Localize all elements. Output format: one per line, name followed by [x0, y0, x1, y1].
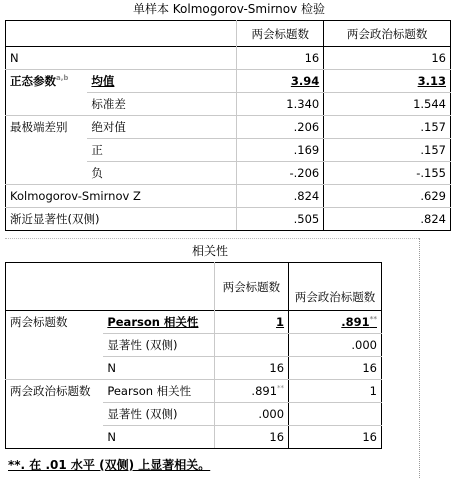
row-group-label	[6, 70, 88, 93]
row-sublabel: 绝对值	[87, 116, 236, 139]
cell-value: 1	[289, 380, 382, 403]
row-sublabel: 显著性 (双侧)	[103, 403, 214, 426]
row-label: 两会政治标题数	[6, 380, 104, 403]
footnote-marker: a,b	[56, 74, 69, 83]
cell-value: .206	[237, 116, 324, 139]
row-sublabel: 均值	[87, 70, 236, 93]
cell-value: 16	[289, 426, 382, 449]
table2-title: 相关性	[191, 244, 228, 258]
col-header-1: 两会标题数	[237, 21, 324, 47]
cell-value: .157	[324, 116, 451, 139]
cell-value: .169	[237, 139, 324, 162]
cell-value	[214, 334, 288, 357]
table-row	[6, 334, 382, 357]
row-label	[6, 403, 104, 426]
header-corner	[6, 21, 237, 47]
cell-value: .824	[324, 208, 451, 231]
row-label: Kolmogorov-Smirnov Z	[6, 185, 237, 208]
row-sublabel: Pearson 相关性	[103, 311, 214, 334]
table-header-row	[6, 21, 451, 47]
cell-value: 1.340	[237, 93, 324, 116]
cell-value: 3.13	[324, 70, 451, 93]
cell-value: 16	[214, 426, 288, 449]
col-header-2: 两会政治标题数	[324, 21, 451, 47]
table-row	[6, 426, 382, 449]
row-label: 最极端差别	[6, 116, 88, 139]
cell-value: 16	[324, 47, 451, 70]
row-sublabel: 显著性 (双侧)	[103, 334, 214, 357]
col-header-1: 两会标题数	[214, 263, 288, 311]
cell-value: .000	[289, 334, 382, 357]
table-row	[6, 70, 451, 93]
row-sublabel: 标准差	[87, 93, 236, 116]
cell-value: -.155	[324, 162, 451, 185]
row-label	[6, 139, 88, 162]
row-sublabel: 正	[87, 139, 236, 162]
table-row	[6, 403, 382, 426]
row-sublabel: N	[103, 357, 214, 380]
significance-marker: **	[369, 315, 377, 324]
table-row	[6, 357, 382, 380]
header-corner	[6, 263, 215, 311]
table-row	[6, 185, 451, 208]
table-row	[6, 162, 451, 185]
correlation-table	[5, 262, 382, 449]
row-label: 渐近显著性(双侧)	[6, 208, 237, 231]
cell-value	[289, 403, 382, 426]
table-row	[6, 116, 451, 139]
cell-value: .000	[214, 403, 288, 426]
cell-value: .824	[237, 185, 324, 208]
table-row	[6, 311, 382, 334]
cell-value	[214, 380, 288, 403]
cell-number: .891	[251, 384, 278, 398]
divider	[5, 238, 419, 239]
row-sublabel: Pearson 相关性	[103, 380, 214, 403]
row-sublabel: N	[103, 426, 214, 449]
table-row	[6, 47, 451, 70]
cell-value: -.206	[237, 162, 324, 185]
cell-value	[289, 311, 382, 334]
ks-test-table	[5, 20, 451, 231]
row-label	[6, 334, 104, 357]
cell-number: .891	[341, 315, 370, 329]
row-sublabel: 负	[87, 162, 236, 185]
cell-value: 3.94	[237, 70, 324, 93]
row-label	[6, 162, 88, 185]
col-header-2: 两会政治标题数	[289, 263, 382, 311]
divider	[419, 238, 420, 478]
table2-footnote: **. 在 .01 水平 (双侧) 上显著相关。	[8, 458, 211, 472]
table-row	[6, 139, 451, 162]
significance-marker: **	[277, 384, 285, 393]
cell-value: 1	[214, 311, 288, 334]
table1-title: 单样本 Kolmogorov-Smirnov 检验	[132, 2, 326, 16]
row-label: N	[6, 47, 237, 70]
row-label: 正态参数	[10, 74, 56, 89]
row-label	[6, 426, 104, 449]
row-label	[6, 93, 88, 116]
cell-value: .629	[324, 185, 451, 208]
table-header-row	[6, 263, 382, 311]
row-label: 两会标题数	[6, 311, 104, 334]
cell-value: 1.544	[324, 93, 451, 116]
table-row	[6, 380, 382, 403]
cell-value: .157	[324, 139, 451, 162]
cell-value: .505	[237, 208, 324, 231]
cell-value: 16	[237, 47, 324, 70]
row-label	[6, 357, 104, 380]
cell-value: 16	[214, 357, 288, 380]
table-row	[6, 208, 451, 231]
cell-value: 16	[289, 357, 382, 380]
table-row	[6, 93, 451, 116]
